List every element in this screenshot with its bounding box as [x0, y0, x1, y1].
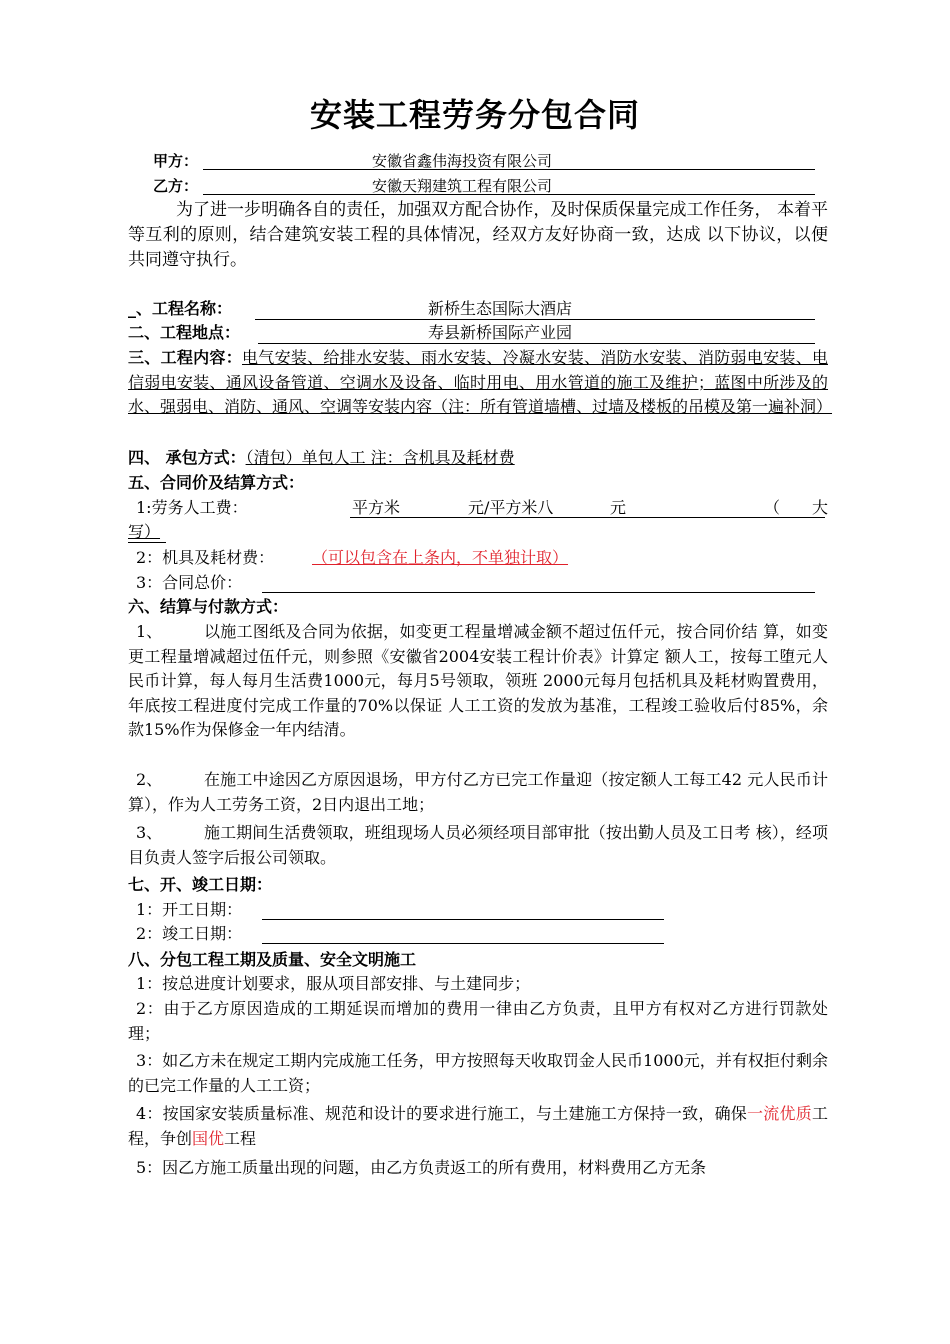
labor-fee-paren: （: [764, 498, 781, 517]
party-a-value: 安徽省鑫伟海投资有限公司: [372, 152, 553, 170]
quality-item-4-c: 工程: [224, 1128, 257, 1148]
quality-item-4-red1: 一流优质: [747, 1104, 812, 1123]
payment-item-2: [128, 768, 828, 817]
intro-paragraph: 为了进一步明确各自的责任，加强双方配合协作，及时保质保量完成工作任务， 本着平等互利的原则，结合建筑安装工程的具体情况，经双方友好协商一致，达成 以下协议，以便共同遵守执行。: [128, 200, 828, 270]
party-b-value: 安徽天翔建筑工程有限公司: [372, 177, 553, 195]
section-4: [128, 446, 515, 470]
section-3-value: 电气安装、给排水安装、雨水安装、冷凝水安装、消防水安装、消防弱电安装、电信弱电安装、通风设备管道、空调水及设备、临时用电、用水管道的施工及维护；蓝图中所涉及的水、强弱电、消防、通风、空调等安装内容（注：所有管道墙槽、过墙及楼板的吊模及第一遍补洞）: [128, 348, 833, 416]
payment-item-3-num: 3、: [136, 823, 163, 842]
section-4-label: 四、 承包方式：: [128, 448, 246, 467]
section-3-label: 三、工程内容：: [128, 348, 242, 367]
labor-fee-unit: 平方米: [352, 498, 401, 517]
labor-fee-price: 元/平方米八: [468, 498, 554, 517]
payment-item-3: [128, 821, 828, 870]
quality-item-2: 2：由于乙方原因造成的工期延误而增加的费用一律由乙方负责，且甲方有权对乙方进行罚款处理；: [128, 999, 828, 1043]
quality-item-4: [128, 1102, 828, 1151]
end-date-underline: [262, 942, 664, 944]
payment-item-1: [128, 620, 828, 743]
total-price-underline: [262, 591, 815, 593]
section-5-label: 五、合同价及结算方式：: [128, 473, 305, 492]
end-date-label: 2：竣工日期：: [136, 924, 243, 943]
party-a-label: 甲方：: [153, 152, 199, 170]
total-price-label: 3：合同总价：: [136, 573, 243, 592]
start-date-underline: [262, 918, 664, 920]
payment-item-1-text: 以施工图纸及合同为依据，如变更工程量增减金额不超过伍仟元，按合同价结 算，如变更工程量增减超过伍仟元，则参照《安徽省2004安装工程计价表》计算定 额人工，按每工堕元人民币计算，每人每月生活费1000元，每月5号领取，领班 2000元每月包括机具及耗材购置费用，年底按工程进度付完成工作量的70%以保证 人工工资的发放为基准，工程竣工验收后付85%，余款15%作为保修金一年内结清。: [128, 622, 828, 739]
labor-fee-big: 大: [812, 498, 829, 517]
section-1-value: 新桥生态国际大酒店: [428, 299, 573, 318]
party-b-label: 乙方：: [153, 177, 199, 195]
start-date-label: 1：开工日期：: [136, 900, 243, 919]
payment-item-1-num: 1、: [136, 622, 163, 641]
section-8-label: 八、分包工程工期及质量、安全文明施工: [128, 950, 417, 969]
labor-fee-write: 写）: [128, 522, 161, 541]
section-1-label: _、工程名称：: [128, 299, 233, 318]
equipment-fee-value: （可以包含在上条内，不单独计取）: [312, 548, 569, 567]
section-3: [128, 346, 833, 420]
section-2-label: 二、工程地点：: [128, 323, 241, 342]
section-6-label: 六、结算与付款方式：: [128, 597, 289, 616]
quality-item-4-red2: 国优: [192, 1128, 225, 1148]
quality-item-5: 5：因乙方施工质量出现的问题，由乙方负责返工的所有费用，材料费用乙方无条: [136, 1158, 707, 1177]
labor-fee-yuan: 元: [610, 498, 627, 517]
payment-item-2-num: 2、: [136, 770, 163, 789]
quality-item-3: 3：如乙方未在规定工期内完成施工任务，甲方按照每天收取罚金人民币1000元，并有权拒付剩余的已完工作量的人工工资；: [128, 1051, 828, 1095]
labor-fee-underline: [350, 516, 825, 518]
labor-fee-label: 1:劳务人工费：: [136, 498, 248, 517]
quality-item-1: 1：按总进度计划要求，服从项目部安排、与土建同步；: [136, 974, 531, 993]
labor-fee-write-underline: [128, 541, 166, 543]
quality-item-4-a: 4：按国家安装质量标准、规范和设计的要求进行施工，与土建施工方保持一致，确保: [136, 1104, 748, 1123]
payment-item-2-text: 在施工中途因乙方原因退场，甲方付乙方已完工作量迎（按定额人工每工42 元人民币计算），作为人工劳务工资，2日内退出工地；: [128, 770, 828, 814]
quality-item-4-b: 工程，争创: [128, 1104, 828, 1148]
section-2-value: 寿县新桥国际产业园: [428, 323, 573, 342]
section-4-value: （清包）单包人工 注：含机具及耗材费: [245, 448, 515, 467]
section-7-label: 七、开、竣工日期：: [128, 875, 273, 894]
payment-item-3-text: 施工期间生活费领取，班组现场人员必须经项目部审批（按出勤人员及工日考 核），经项目负责人签字后报公司领取。: [128, 823, 828, 867]
page-title: 安装工程劳务分包合同: [309, 96, 640, 134]
equipment-fee-label: 2：机具及耗材费：: [136, 548, 275, 567]
